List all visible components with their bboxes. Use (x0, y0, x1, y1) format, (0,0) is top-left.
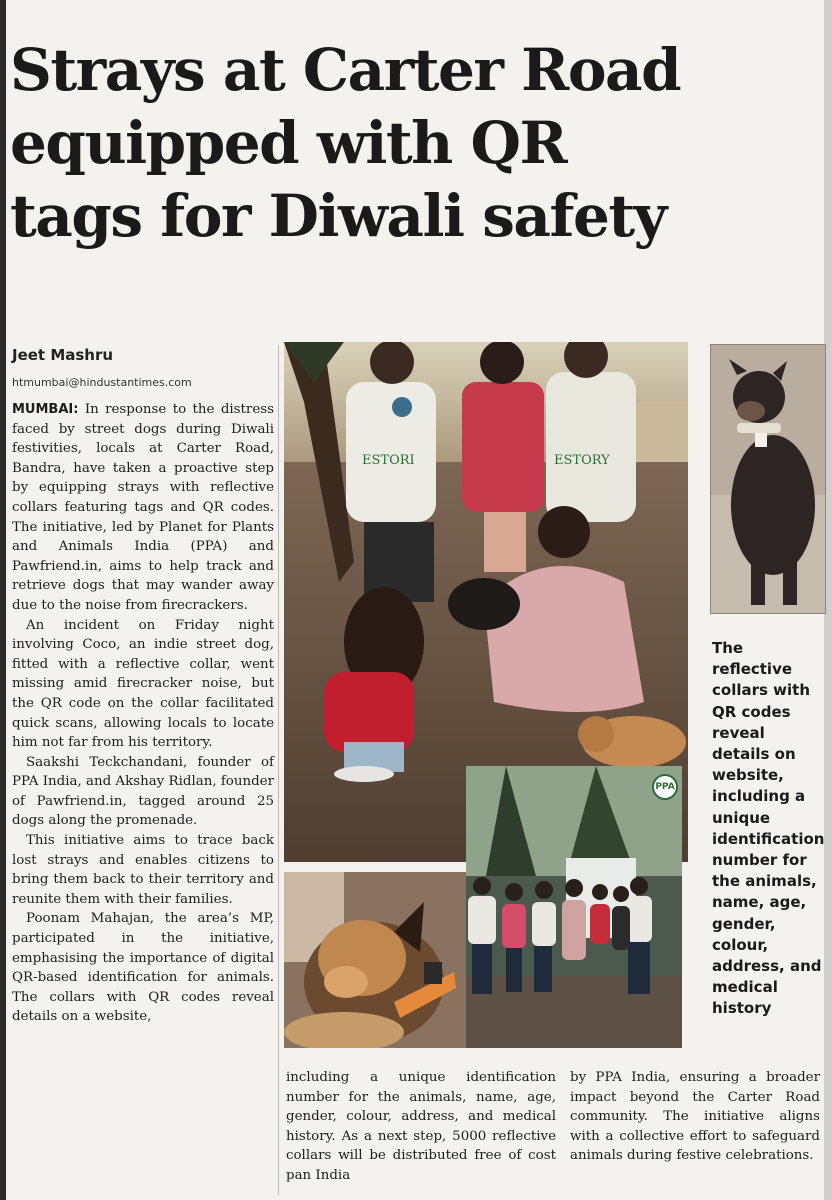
photo-caption: The reflective collars with QR codes reveal details on website, including a unique identification number for the animals, name, age, gender, colour, address, and medical history (712, 639, 825, 1018)
dog-illustration (711, 345, 825, 613)
svg-text:ESTORI: ESTORI (362, 453, 415, 468)
headline (10, 34, 820, 253)
dog-closeup-illustration (284, 872, 466, 1048)
ppa-logo-icon: PPA (652, 774, 678, 800)
article-paragraph: Poonam Mahajan, the area’s MP, participated in the initiative, emphasising the importance of digital QR-based identification for animals. The collars with QR codes reveal details on a website, (12, 911, 274, 1025)
article-column-2 (286, 1068, 556, 1186)
headline-line: tags for Diwali safety (10, 182, 666, 250)
headline-line: Strays at Carter Road (10, 36, 681, 104)
article-column-3 (570, 1068, 820, 1166)
page-edge-left (0, 0, 6, 1200)
article-paragraph: Saakshi Teckchandani, founder of PPA India, and Akshay Ridlan, founder of Pawfriend.in, tagged around 25 dogs along the promenade. (12, 754, 275, 829)
byline: Jeet Mashru (12, 346, 114, 364)
group-illustration (466, 766, 682, 1048)
svg-text:ESTORY: ESTORY (554, 453, 610, 468)
article-paragraph (12, 400, 274, 616)
photo-dog-closeup (284, 872, 466, 1048)
column-rule (278, 345, 279, 1195)
article-paragraph: by PPA India, ensuring a broader impact beyond the Carter Road community. The initiative aligns with a collective effort to safeguard animals during festive celebrations. (570, 1070, 820, 1164)
headline-line: equipped with QR (10, 109, 567, 177)
author-email: htmumbai@hindustantimes.com (12, 376, 192, 389)
article-column-1 (12, 400, 274, 1027)
article-paragraph: This initiative aims to trace back lost strays and enables citizens to bring them back to their territory and reunite them with their families. (12, 833, 274, 907)
dateline: MUMBAI: (12, 402, 79, 417)
article-paragraph: including a unique identification number for the animals, name, age, gender, colour, address, and medical history. As a next step, 5000 reflective collars will be distributed free of cost pan India (286, 1070, 556, 1183)
photo-group (466, 766, 682, 1048)
photo-dog-with-collar (710, 344, 826, 614)
paragraph-text: In response to the distress faced by street dogs during Diwali festivities, locals at Carter Road, Bandra, have taken a proactive step by equipping strays with reflective collars featuring tags and QR codes. The initiative, led by Planet for Plants and Animals India (PPA) and Pawfriend.in, aims to help track and retrieve dogs that may wander away due to the noise from firecrackers. (12, 402, 274, 613)
article-paragraph: An incident on Friday night involving Coco, an indie street dog, fitted with a reflective collar, went missing amid firecracker noise, but the QR code on the collar facilitated quick scans, allowing locals to locate him not far from his territory. (12, 617, 274, 751)
